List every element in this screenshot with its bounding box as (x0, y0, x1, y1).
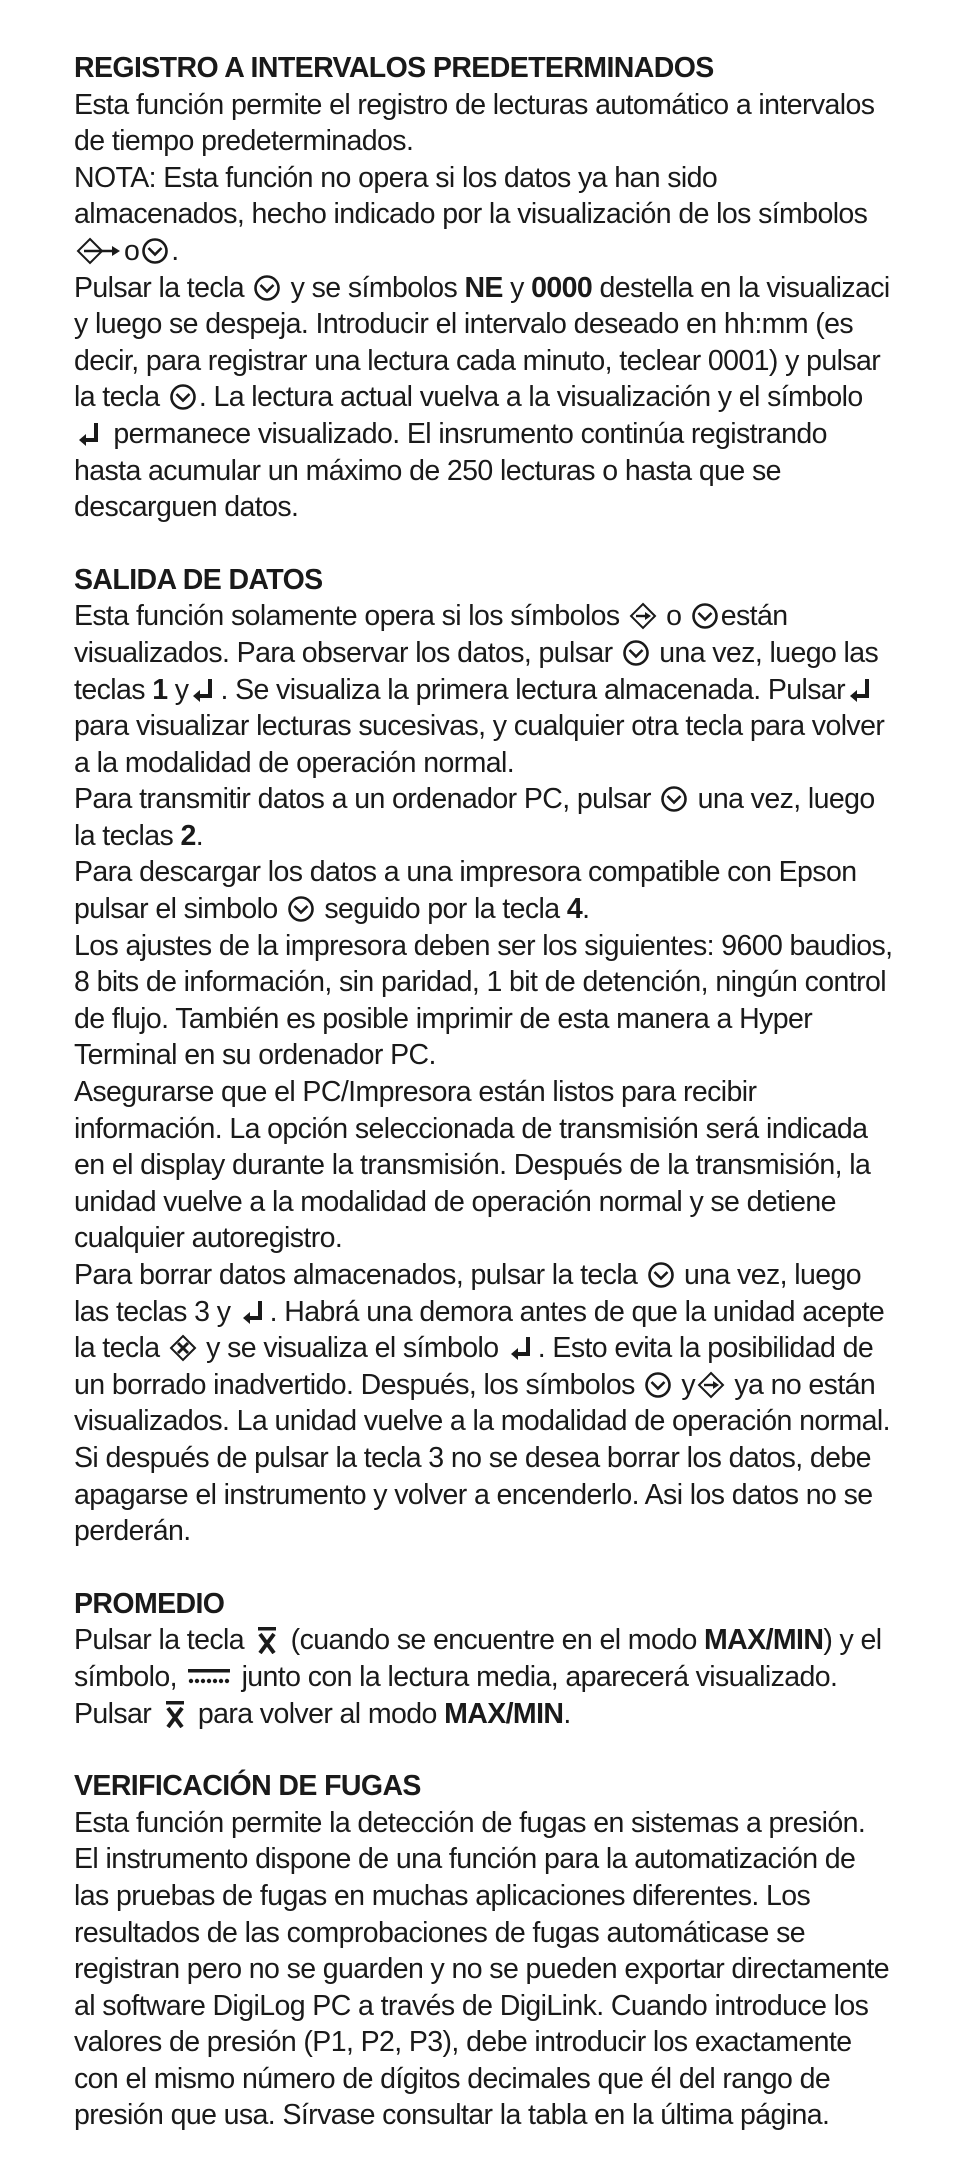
diamond-x-icon (169, 1334, 197, 1362)
section-heading: PROMEDIO (74, 1587, 225, 1620)
paragraph: Esta función solamente opera si los símbolos o están visualizados. Para observar los datos, pulsar una vez, luego las teclas 1 y . Se visualiza la primera lectura almacenada. Pulsar para visualizar lecturas sucesivas, y cualquier otra tecla para volver a la modalidad de operación normal. (74, 600, 885, 779)
x-bar-icon (161, 1700, 189, 1728)
clock-icon (253, 274, 281, 302)
enter-arrow-icon (76, 420, 104, 448)
enter-arrow-icon (508, 1334, 536, 1362)
paragraph: Para descargar los datos a una impresora compatible con Epson pulsar el simbolo seguido por la tecla 4. (74, 856, 857, 926)
section-promedio (74, 1586, 894, 1732)
paragraph: Esta función permite el registro de lecturas automático a intervalos de tiempo predeterminados. (74, 88, 875, 158)
diamond-arrow-icon (697, 1371, 725, 1399)
enter-arrow-icon (240, 1298, 268, 1326)
diamond-arrow-icon (629, 602, 657, 630)
x-bar-icon (253, 1626, 281, 1654)
clock-icon (660, 785, 688, 813)
paragraph-nota: NOTA: Esta función no opera si los datos ya han sido almacenados, hecho indicado por la visualización de los símbolos o . (74, 161, 868, 267)
paragraph: Asegurarse que el PC/Impresora están listos para recibir información. La opción seleccionada de transmisión será indicada en el display durante la transmisión. Después de la transmisión, la unidad vuelve a la modalidad de operación normal y se detiene cualquier autoregistro. (74, 1076, 871, 1255)
enter-arrow-icon (847, 676, 875, 704)
section-registro-intervalos (74, 50, 894, 526)
paragraph: Esta función permite la detección de fugas en sistemas a presión. El instrumento dispone de una función para la automatización de las pruebas de fugas en muchas aplicaciones diferentes. Los resultados de las comprobaciones de fugas automáticase se registran pero no se guarden y no se pueden exportar directamente al software DigiLog PC a través de DigiLink. Cuando introduce los valores de presión (P1, P2, P3), debe introducir los exactamente con el mismo número de dígitos decimales que él del rango de presión que usa. Sírvase consultar la tabla en la última página. (74, 1806, 889, 2132)
section-verificacion-fugas (74, 1768, 894, 2134)
enter-arrow-icon (190, 676, 218, 704)
diamond-arrow-icon (76, 237, 122, 265)
clock-icon (622, 639, 650, 667)
section-heading: REGISTRO A INTERVALOS PREDETERMINADOS (74, 52, 714, 84)
paragraph: Para transmitir datos a un ordenador PC, pulsar una vez, luego la teclas 2. (74, 783, 875, 852)
clock-icon (287, 895, 315, 923)
paragraph-instructions: Pulsar la tecla y se símbolos NE y 0000 destella en la visualizaci y luego se despeja. Introducir el intervalo deseado en hh:mm (es decir, para registrar una lectura cada minuto, teclear 0001) y pulsar la tecla . La lectura actual vuelva a la visualización y el símbolo permanece visualizado. El insrumento continúa registrando hasta acumular un máximo de 250 lecturas o hasta que se descarguen datos. (74, 271, 890, 524)
dotted-bar-icon (186, 1663, 232, 1691)
paragraph: Para borrar datos almacenados, pulsar la tecla una vez, luego las teclas 3 y . Habrá una demora antes de que la unidad acepte la tecla y se visualiza el símbolo . Esto evita la posibilidad de un borrado inadvertido. Después, los símbolos y ya no están visualizados. La unidad vuelve a la modalidad de operación normal. Si después de pulsar la tecla 3 no se desea borrar los datos, debe apagarse el instrumento y volver a encenderlo. Asi los datos no se perderán. (74, 1259, 890, 1548)
section-salida-datos (74, 562, 894, 1550)
clock-icon (141, 237, 169, 265)
section-heading: SALIDA DE DATOS (74, 563, 323, 596)
section-heading: VERIFICACIÓN DE FUGAS (74, 1770, 421, 1803)
paragraph: Los ajustes de la impresora deben ser los siguientes: 9600 baudios, 8 bits de información, sin paridad, 1 bit de detención, ningún control de flujo. También es posible imprimir de esta manera a Hyper Terminal en su ordenador PC. (74, 929, 893, 1072)
clock-icon (644, 1371, 672, 1399)
clock-icon (169, 383, 197, 411)
clock-icon (691, 602, 719, 630)
clock-icon (647, 1261, 675, 1289)
paragraph: Pulsar la tecla (cuando se encuentre en el modo MAX/MIN) y el símbolo, junto con la lectura media, aparecerá visualizado. Pulsar para volver al modo MAX/MIN. (74, 1624, 882, 1730)
